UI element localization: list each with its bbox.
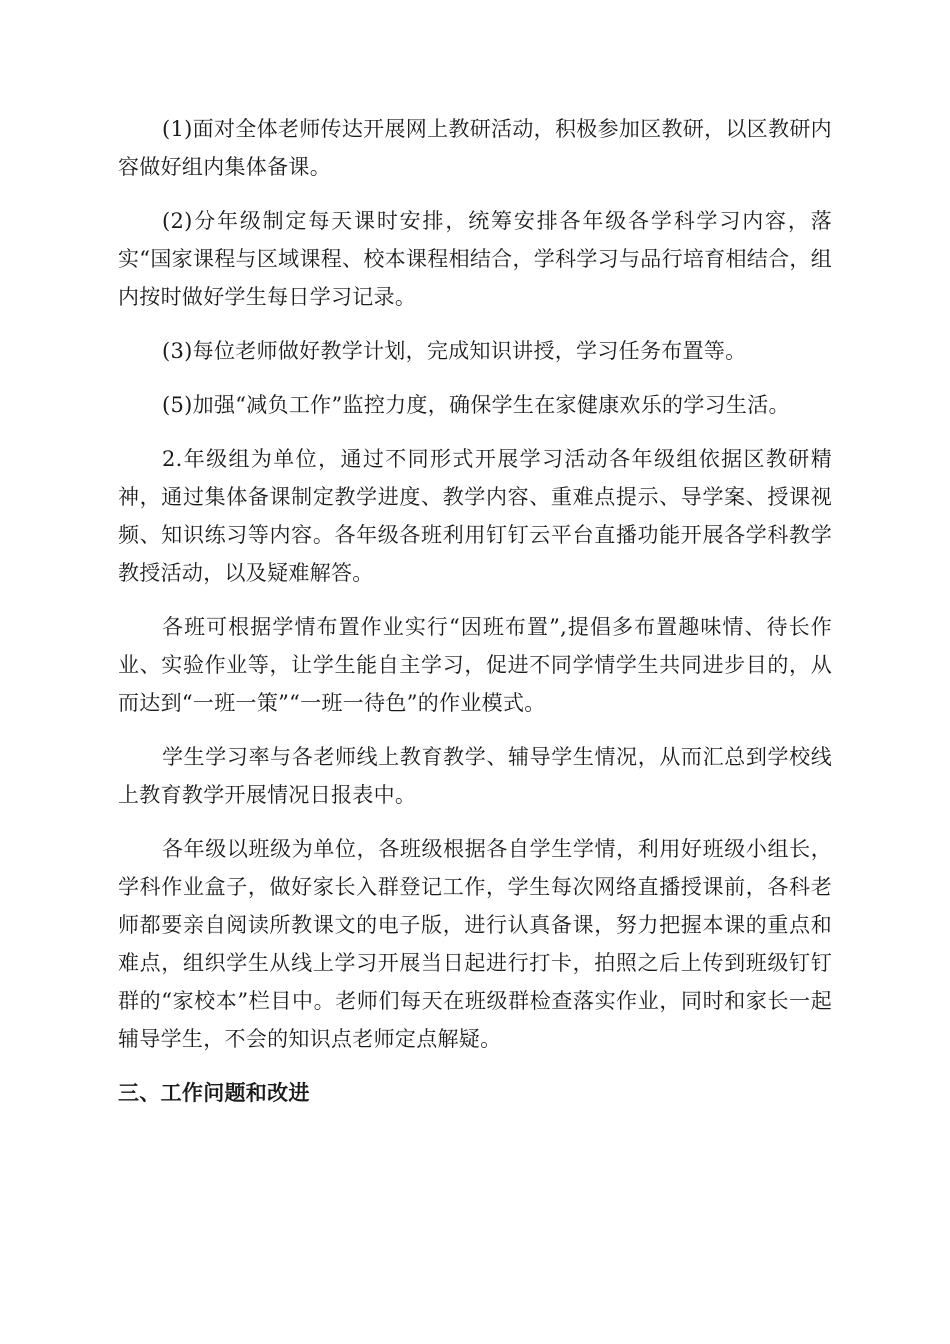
paragraph-2: (2)分年级制定每天课时安排，统筹安排各年级各学科学习内容，落实“国家课程与区域课程、校本课程相结合，学科学习与品行培育相结合，组内按时做好学生每日学习记录。 — [118, 209, 832, 309]
paragraph-1: (1)面对全体老师传达开展网上教研活动，积极参加区教研，以区教研内容做好组内集体备课。 — [118, 117, 832, 179]
section-heading: 三、工作问题和改进 — [118, 1081, 310, 1105]
paragraph-grade-groups: 2.年级组为单位，通过不同形式开展学习活动各年级组依据区教研精神，通过集体备课制定教学进度、教学内容、重难点提示、导学案、授课视频、知识练习等内容。各年级各班利用钉钉云平台直播功能开展各学科教学教授活动，以及疑难解答。 — [118, 447, 832, 585]
document-page — [118, 110, 832, 1112]
paragraph-3: (3)每位老师做好教学计划，完成知识讲授，学习任务布置等。 — [162, 339, 747, 363]
paragraph-homework: 各班可根据学情布置作业实行“因班布置”,提倡多布置趣味情、待长作业、实验作业等，让学生能自主学习，促进不同学情学生共同进步目的，从而达到“一班一策”“一班一待色”的作业模式。 — [118, 615, 832, 715]
paragraph-learning-rate: 学生学习率与各老师线上教育教学、辅导学生情况，从而汇总到学校线上教育教学开展情况日报表中。 — [118, 745, 832, 807]
paragraph-5: (5)加强“减负工作”监控力度，确保学生在家健康欢乐的学习生活。 — [162, 393, 790, 417]
paragraph-class-units: 各年级以班级为单位，各班级根据各自学生学情，利用好班级小组长，学科作业盒子，做好家长入群登记工作，学生每次网络直播授课前，各科老师都要亲自阅读所教课文的电子版，进行认真备课，努力把握本课的重点和难点，组织学生从线上学习开展当日起进行打卡，拍照之后上传到班级钉钉群的“家校本”栏目中。老师们每天在班级群检查落实作业，同时和家长一起辅导学生，不会的知识点老师定点解疑。 — [118, 837, 832, 1051]
